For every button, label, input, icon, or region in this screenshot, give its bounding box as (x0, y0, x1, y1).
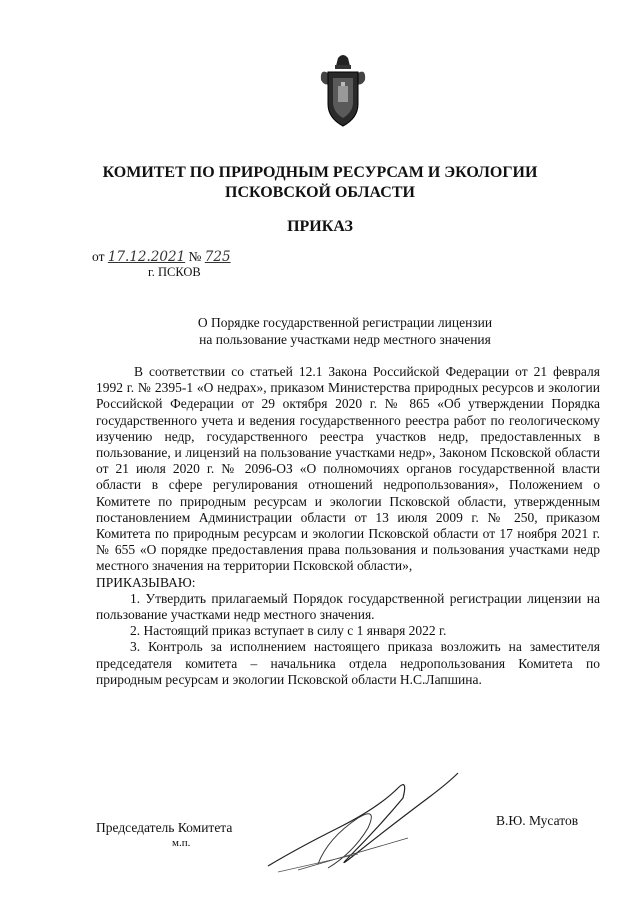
date-number-line (92, 249, 231, 265)
date-prefix: от (92, 249, 105, 264)
organization-title-line1: КОМИТЕТ ПО ПРИРОДНЫМ РЕСУРСАМ И ЭКОЛОГИИ (102, 164, 538, 181)
organization-title-line2: ПСКОВСКОЙ ОБЛАСТИ (225, 184, 415, 201)
handwritten-signature (258, 768, 478, 878)
stamp-place: м.п. (172, 837, 191, 849)
order-item-3: 3. Контроль за исполнением настоящего приказа возложить на заместителя председателя комитета – начальника отдела недропользования Комитета по природным ресурсам и экологии Псковской области Н.С.Лапшина. (96, 639, 600, 687)
order-item-1: 1. Утвердить прилагаемый Порядок государственной регистрации лицензии на пользование участками недр местного значения. (96, 590, 600, 623)
preamble-paragraph: В соответствии со статьей 12.1 Закона Российской Федерации от 21 февраля 1992 г. № 2395-1 «О недрах», приказом Министерства природных ресурсов и экологии Российской Федерации от 29 октября 2020 г. № 865 «Об утверждении Порядка государственного учета и ведения государственного реестра работ по геологическому изучению недр, государственного реестра участков недр, предоставленных в пользование, и лицензий на пользование участками недр», Законом Псковской области от 21 июля 2020 г. № 2096-ОЗ «О полномочиях органов государственной власти области в сфере регулирования отношений недропользования», Положением о Комитете по природным ресурсам и экологии Псковской области, утвержденным постановлением Администрации области от 13 июля 2009 г. № 250, приказом Комитета по природным ресурсам и экологии Псковской области от 17 ноября 2021 г. № 655 «О порядке предоставления права пользования и пользования участками недр местного значения на территории Псковской области», (96, 364, 600, 574)
coat-of-arms-emblem (318, 52, 368, 130)
order-body (96, 364, 600, 688)
city: г. ПСКОВ (148, 265, 201, 279)
order-item-2: 2. Настоящий приказ вступает в силу с 1 января 2022 г. (130, 623, 447, 639)
subject-line2: на пользование участками недр местного значения (199, 332, 491, 347)
command-word: ПРИКАЗЫВАЮ: (96, 574, 196, 590)
document-type: ПРИКАЗ (287, 218, 353, 235)
signatory-name: В.Ю. Мусатов (496, 813, 579, 828)
subject-line1: О Порядке государственной регистрации лицензии (197, 315, 493, 330)
order-subject (140, 314, 550, 348)
number-prefix: № (188, 249, 202, 264)
signatory-position: Председатель Комитета (96, 820, 233, 835)
handwritten-number: 725 (204, 249, 231, 265)
handwritten-date: 17.12.2021 (107, 249, 186, 265)
